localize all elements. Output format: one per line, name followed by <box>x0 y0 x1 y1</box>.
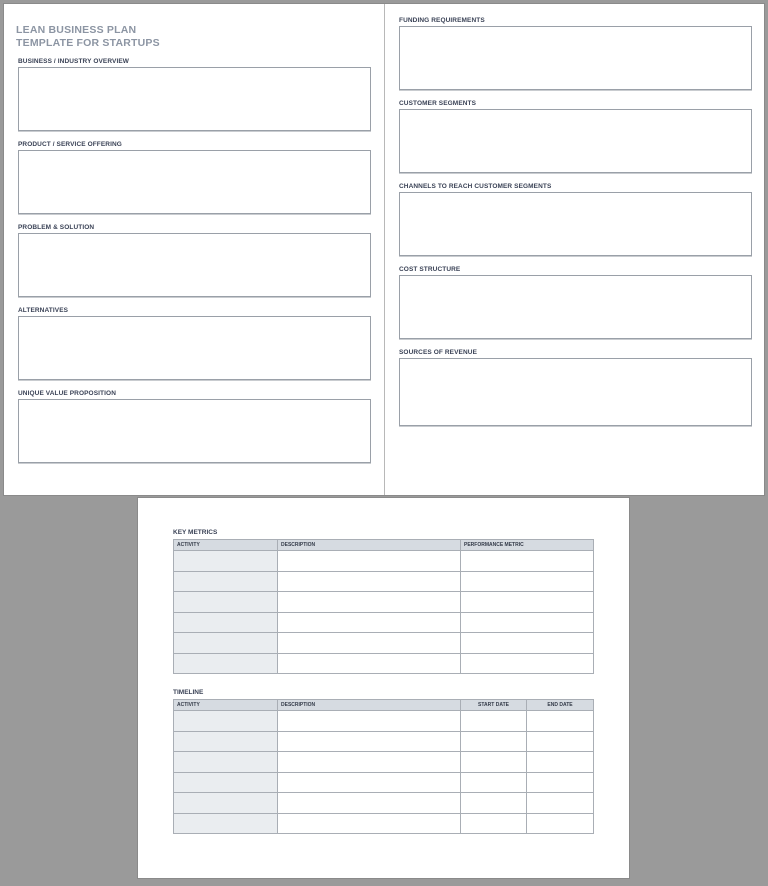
page-two <box>137 497 630 879</box>
activity-cell[interactable] <box>174 592 278 613</box>
table-row <box>174 731 594 752</box>
table-row <box>174 772 594 793</box>
activity-cell[interactable] <box>174 752 278 773</box>
end-date-cell[interactable] <box>527 731 594 752</box>
key-metrics-label: KEY METRICS <box>173 529 218 536</box>
page-divider <box>384 4 385 495</box>
end-date-cell[interactable] <box>527 793 594 814</box>
header-start-date: START DATE <box>461 700 527 711</box>
table-row <box>174 571 594 592</box>
label-customer-segments: CUSTOMER SEGMENTS <box>399 100 477 107</box>
page-one <box>3 3 765 496</box>
description-cell[interactable] <box>278 551 461 572</box>
field-business-industry-overview[interactable] <box>18 67 371 131</box>
label-alternatives: ALTERNATIVES <box>18 307 69 314</box>
label-product-service-offering: PRODUCT / SERVICE OFFERING <box>18 141 122 148</box>
description-cell[interactable] <box>278 731 461 752</box>
table-row <box>174 612 594 633</box>
activity-cell[interactable] <box>174 813 278 834</box>
activity-cell[interactable] <box>174 772 278 793</box>
label-cost-structure: COST STRUCTURE <box>399 266 461 273</box>
table-row <box>174 551 594 572</box>
end-date-cell[interactable] <box>527 772 594 793</box>
table-row <box>174 813 594 834</box>
key-metrics-table <box>173 539 594 674</box>
field-product-service-offering[interactable] <box>18 150 371 214</box>
description-cell[interactable] <box>278 571 461 592</box>
start-date-cell[interactable] <box>461 772 527 793</box>
start-date-cell[interactable] <box>461 793 527 814</box>
description-cell[interactable] <box>278 633 461 654</box>
field-channels[interactable] <box>399 192 752 256</box>
activity-cell[interactable] <box>174 793 278 814</box>
field-cost-structure[interactable] <box>399 275 752 339</box>
timeline-table <box>173 699 594 834</box>
header-activity: ACTIVITY <box>174 700 278 711</box>
title-line-2: TEMPLATE FOR STARTUPS <box>16 37 160 49</box>
field-sources-of-revenue[interactable] <box>399 358 752 426</box>
header-end-date: END DATE <box>527 700 594 711</box>
metric-cell[interactable] <box>461 571 594 592</box>
description-cell[interactable] <box>278 813 461 834</box>
activity-cell[interactable] <box>174 551 278 572</box>
description-cell[interactable] <box>278 772 461 793</box>
label-business-industry-overview: BUSINESS / INDUSTRY OVERVIEW <box>18 58 130 65</box>
header-description: DESCRIPTION <box>278 700 461 711</box>
table-row <box>174 711 594 732</box>
header-performance-metric: PERFORMANCE METRIC <box>461 540 594 551</box>
description-cell[interactable] <box>278 752 461 773</box>
metric-cell[interactable] <box>461 633 594 654</box>
end-date-cell[interactable] <box>527 813 594 834</box>
activity-cell[interactable] <box>174 711 278 732</box>
end-date-cell[interactable] <box>527 752 594 773</box>
description-cell[interactable] <box>278 711 461 732</box>
title-line-1: LEAN BUSINESS PLAN <box>16 24 137 36</box>
table-row <box>174 752 594 773</box>
start-date-cell[interactable] <box>461 731 527 752</box>
activity-cell[interactable] <box>174 731 278 752</box>
document-title <box>16 24 160 50</box>
timeline-label: TIMELINE <box>173 689 204 696</box>
metric-cell[interactable] <box>461 592 594 613</box>
field-alternatives[interactable] <box>18 316 371 380</box>
table-row <box>174 653 594 674</box>
metric-cell[interactable] <box>461 653 594 674</box>
activity-cell[interactable] <box>174 633 278 654</box>
description-cell[interactable] <box>278 653 461 674</box>
label-problem-solution: PROBLEM & SOLUTION <box>18 224 95 231</box>
table-row <box>174 633 594 654</box>
end-date-cell[interactable] <box>527 711 594 732</box>
description-cell[interactable] <box>278 793 461 814</box>
table-row <box>174 592 594 613</box>
field-problem-solution[interactable] <box>18 233 371 297</box>
table-row <box>174 793 594 814</box>
metric-cell[interactable] <box>461 551 594 572</box>
header-activity: ACTIVITY <box>174 540 278 551</box>
label-funding-requirements: FUNDING REQUIREMENTS <box>399 17 485 24</box>
activity-cell[interactable] <box>174 571 278 592</box>
description-cell[interactable] <box>278 592 461 613</box>
start-date-cell[interactable] <box>461 711 527 732</box>
field-customer-segments[interactable] <box>399 109 752 173</box>
header-description: DESCRIPTION <box>278 540 461 551</box>
field-funding-requirements[interactable] <box>399 26 752 90</box>
activity-cell[interactable] <box>174 612 278 633</box>
metric-cell[interactable] <box>461 612 594 633</box>
activity-cell[interactable] <box>174 653 278 674</box>
label-unique-value-proposition: UNIQUE VALUE PROPOSITION <box>18 390 116 397</box>
start-date-cell[interactable] <box>461 752 527 773</box>
field-unique-value-proposition[interactable] <box>18 399 371 463</box>
start-date-cell[interactable] <box>461 813 527 834</box>
label-channels: CHANNELS TO REACH CUSTOMER SEGMENTS <box>399 183 552 190</box>
label-sources-of-revenue: SOURCES OF REVENUE <box>399 349 478 356</box>
description-cell[interactable] <box>278 612 461 633</box>
